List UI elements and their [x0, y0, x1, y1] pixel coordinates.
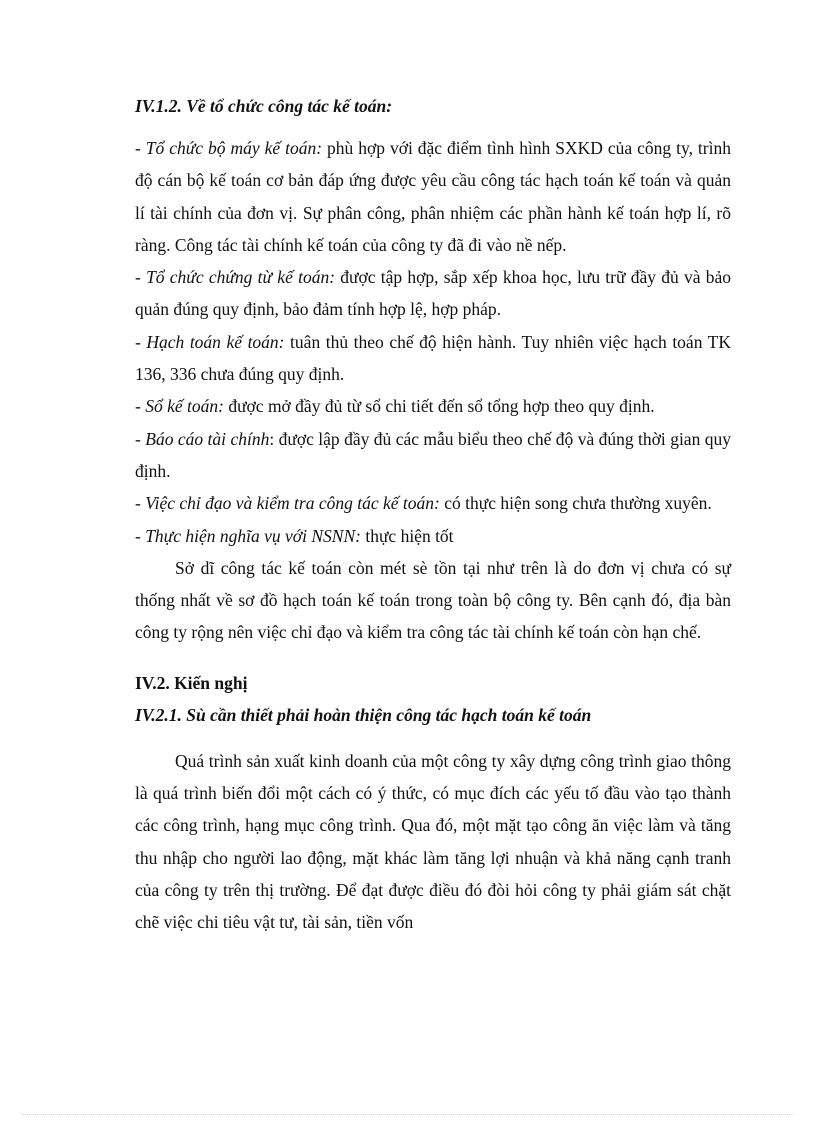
conclusion-paragraph: Sở dĩ công tác kế toán còn mét sè tồn tại như trên là do đơn vị chưa có sự thống nhất về sơ đồ hạch toán kế toán trong toàn bộ công ty. Bên cạnh đó, địa bàn công ty rộng nên việc chỉ đạo và kiểm tra công tác tài chính kế toán còn hạn chế. [135, 557, 731, 643]
section-heading-recommendations: IV.2. Kiến nghị [135, 672, 248, 693]
section-heading-accounting-organization: IV.1.2. Về tổ chức công tác kế toán: [135, 96, 393, 116]
body-paragraph: Quá trình sản xuất kinh doanh của một công ty xây dựng công trình giao thông là quá trình biến đổi một cách có ý thức, có mục đích các yếu tố đầu vào tạo thành các công trình, hạng mục công trình. Qua đó, một mặt tạo công ăn việc làm và tăng thu nhập cho người lao động, mặt khác làm tăng lợi nhuận và khả năng cạnh tranh của công ty trên thị trường. Để đạt được điều đó đòi hỏi công ty phải giám sát chặt chẽ việc chi tiêu vật tư, tài sản, tiền vốn [135, 750, 731, 933]
item-accounting-books [135, 390, 731, 422]
item-label: - Hạch toán kế toán: [135, 331, 285, 352]
subsection-heading-necessity: IV.2.1. Sù cần thiết phải hoàn thiện công tác hạch toán kế toán [135, 704, 592, 725]
item-text: có thực hiện song chưa thường xuyên. [439, 493, 712, 514]
item-direction-inspection [135, 487, 731, 519]
item-financial-reports [135, 423, 731, 488]
item-label: - Thực hiện nghĩa vụ với NSNN: [135, 525, 361, 546]
item-accounting-apparatus [135, 132, 731, 261]
item-label: - Tổ chức chứng từ kế toán: [135, 267, 336, 288]
item-text: thực hiện tốt [360, 525, 454, 546]
item-text: tuân thủ theo chế độ hiện hành. Tuy nhiên việc hạch toán TK 136, 336 chưa đúng quy định. [135, 331, 732, 385]
item-label: - Báo cáo tài chính [135, 428, 270, 449]
item-label: - Việc chỉ đạo và kiểm tra công tác kế toán: [135, 493, 440, 514]
page-bottom-divider [22, 1114, 794, 1115]
item-state-budget-obligations [135, 520, 731, 552]
item-text: : được lập đầy đủ các mẫu biểu theo chế độ và đúng thời gian quy định. [135, 428, 731, 481]
item-label: - Sổ kế toán: [135, 396, 224, 417]
item-text: phù hợp với đặc điểm tình hình SXKD của công ty, trình độ cán bộ kế toán cơ bản đáp ứng được yêu cầu công tác hạch toán kế toán và quản lí tài chính của đơn vị. Sự phân công, phân nhiệm các phần hành kế toán hợp lí, rõ ràng. Công tác tài chính kế toán của công ty đã đi vào nề nếp. [135, 138, 731, 255]
item-label: - Tổ chức bộ máy kế toán: [135, 138, 323, 158]
item-text: được mở đầy đủ từ sổ chi tiết đến sổ tổng hợp theo quy định. [223, 396, 655, 417]
document-page [135, 90, 731, 939]
item-accounting-recording [135, 326, 731, 391]
item-text: được tập hợp, sắp xếp khoa học, lưu trữ đầy đủ và bảo quản đúng quy định, bảo đảm tính hợp lệ, hợp pháp. [135, 267, 731, 320]
item-accounting-vouchers [135, 261, 731, 326]
